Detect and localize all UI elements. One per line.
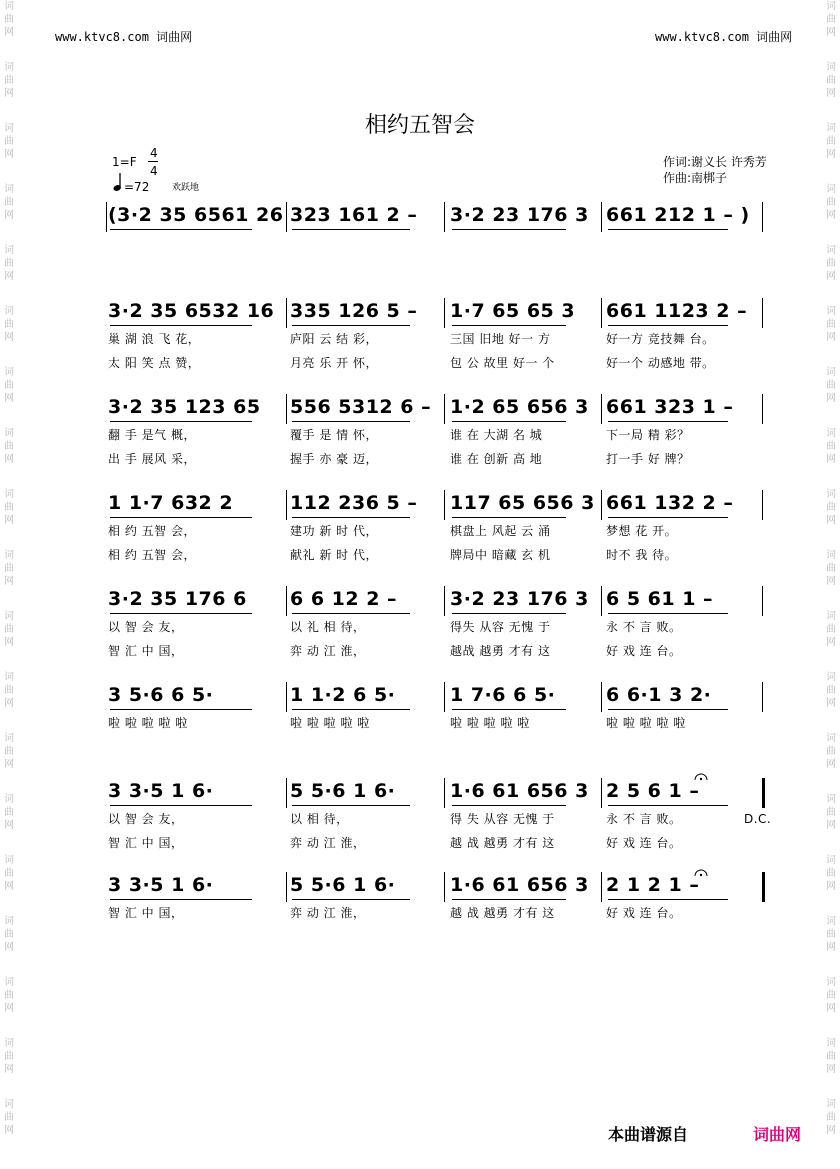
lyric-line: 三国 旧地 好一 方	[450, 332, 551, 346]
barline	[286, 872, 287, 902]
measure-notes: 661 1123 2 –	[606, 300, 748, 322]
measure-notes: 556 5312 6 –	[290, 396, 432, 418]
beam-line	[452, 613, 566, 614]
beam-line	[292, 421, 410, 422]
measure-notes: 1 1·7 632 2	[108, 492, 234, 514]
fermata-icon	[694, 766, 708, 785]
watermark-mark: 词 曲 网	[4, 1038, 14, 1075]
lyric-line: 出 手 展风 采，	[108, 452, 196, 466]
watermark-mark: 词 曲 网	[826, 184, 836, 221]
lyric-line: 好一方 竞技舞 台。	[606, 332, 715, 346]
beam-line	[608, 709, 728, 710]
song-title: 相约五智会	[364, 113, 475, 138]
beam-line	[292, 805, 410, 806]
watermark-mark: 词 曲 网	[4, 306, 14, 343]
da-capo-mark: D.C.	[744, 812, 772, 826]
measure-notes: 6 5 61 1 –	[606, 588, 714, 610]
beam-line	[292, 899, 410, 900]
watermark-mark: 词 曲 网	[4, 733, 14, 770]
measure-notes: 6 6·1 3 2·	[606, 684, 712, 706]
source-label: 本曲谱源自	[608, 1125, 689, 1144]
beam-line	[292, 709, 410, 710]
barline	[762, 586, 763, 616]
barline	[762, 394, 763, 424]
lyric-line: 谁 在 创新 高 地	[450, 452, 543, 466]
lyric-line: 啦 啦 啦 啦 啦	[606, 716, 686, 730]
measure-notes: 3 3·5 1 6·	[108, 780, 214, 802]
measure-notes: 661 212 1 – )	[606, 204, 750, 226]
watermark-mark: 词 曲 网	[826, 1099, 836, 1136]
barline	[762, 298, 763, 328]
measure-notes: 3 3·5 1 6·	[108, 874, 214, 896]
watermark-mark: 词 曲 网	[4, 62, 14, 99]
lyric-line: 巢 湖 浪 飞 花，	[108, 332, 201, 346]
measure-notes: 5 5·6 1 6·	[290, 874, 396, 896]
watermark-mark: 词 曲 网	[826, 672, 836, 709]
measure-notes: 3·2 35 123 65	[108, 396, 261, 418]
lyric-line: 棋盘上 风起 云 涌	[450, 524, 551, 538]
lyricist: 作词:谢义长 许秀芳	[663, 155, 767, 169]
beam-line	[608, 325, 728, 326]
lyric-line: 越 战 越勇 才有 这	[450, 836, 555, 850]
measure-notes: 1·6 61 656 3	[450, 780, 589, 802]
barline	[286, 778, 287, 808]
beam-line	[452, 421, 566, 422]
barline	[601, 586, 602, 616]
lyric-line: 梦想 花 开。	[606, 524, 678, 538]
beam-line	[608, 613, 728, 614]
lyric-line: 时不 我 待。	[606, 548, 678, 562]
beam-line	[608, 229, 728, 230]
watermark-mark: 词 曲 网	[826, 1038, 836, 1075]
watermark-mark: 词 曲 网	[4, 855, 14, 892]
lyric-line: 智 汇 中 国，	[108, 836, 184, 850]
lyric-line: 以 智 会 友，	[108, 812, 184, 826]
barline	[444, 682, 445, 712]
barline	[762, 202, 763, 232]
measure-notes: 3 5·6 6 5·	[108, 684, 214, 706]
beam-line	[110, 421, 252, 422]
lyric-line: 好 戏 连 台。	[606, 836, 682, 850]
time-signature-top: 4	[150, 146, 158, 160]
watermark-mark: 词 曲 网	[826, 306, 836, 343]
watermark-mark: 词 曲 网	[826, 428, 836, 465]
barline	[601, 872, 602, 902]
lyric-line: 啦 啦 啦 啦 啦	[290, 716, 370, 730]
lyric-line: 相 约 五智 会，	[108, 548, 196, 562]
beam-line	[452, 899, 566, 900]
beam-line	[110, 613, 252, 614]
barline	[286, 202, 287, 232]
watermark-mark: 词 曲 网	[826, 977, 836, 1014]
beam-line	[292, 613, 410, 614]
lyric-line: 越战 越勇 才有 这	[450, 644, 551, 658]
lyric-line: 以 礼 相 待，	[290, 620, 366, 634]
watermark-mark: 词 曲 网	[826, 245, 836, 282]
watermark-mark: 词 曲 网	[4, 611, 14, 648]
barline	[444, 778, 445, 808]
barline	[601, 490, 602, 520]
watermark-mark: 词 曲 网	[4, 977, 14, 1014]
lyric-line: 谁 在 大湖 名 城	[450, 428, 543, 442]
barline	[444, 490, 445, 520]
time-signature-bottom: 4	[150, 164, 158, 178]
beam-line	[608, 517, 728, 518]
beam-line	[452, 229, 566, 230]
measure-notes: 112 236 5 –	[290, 492, 418, 514]
lyric-line: 智 汇 中 国，	[108, 906, 184, 920]
watermark-mark: 词 曲 网	[4, 489, 14, 526]
barline	[762, 682, 763, 712]
barline	[444, 586, 445, 616]
lyric-line: 打一手 好 牌？	[606, 452, 690, 466]
lyric-line: 好 戏 连 台。	[606, 906, 682, 920]
left-watermark-strip	[2, 0, 16, 1169]
measure-notes: 6 6 12 2 –	[290, 588, 398, 610]
beam-line	[608, 899, 728, 900]
measure-notes: 1 7·6 6 5·	[450, 684, 556, 706]
beam-line	[110, 325, 252, 326]
lyric-line: 智 汇 中 国，	[108, 644, 184, 658]
lyric-line: 好一个 动感地 带。	[606, 356, 715, 370]
lyric-line: 月亮 乐 开 怀，	[290, 356, 378, 370]
lyric-line: 弈 动 江 淮，	[290, 644, 366, 658]
composer: 作曲:南梆子	[663, 171, 728, 185]
brand-link[interactable]: 词曲网	[753, 1125, 802, 1144]
watermark-mark: 词 曲 网	[826, 550, 836, 587]
lyric-line: 太 阳 笑 点 赞，	[108, 356, 201, 370]
lyric-line: 以 相 待，	[290, 812, 349, 826]
measure-notes: 1·2 65 656 3	[450, 396, 589, 418]
final-barline	[762, 872, 765, 902]
barline	[444, 298, 445, 328]
watermark-mark: 词 曲 网	[4, 672, 14, 709]
measure-notes: 5 5·6 1 6·	[290, 780, 396, 802]
watermark-mark: 词 曲 网	[826, 123, 836, 160]
beam-line	[292, 229, 410, 230]
watermark-mark: 词 曲 网	[826, 733, 836, 770]
quarter-note-icon	[113, 172, 123, 196]
lyric-line: 得 失 从容 无愧 于	[450, 812, 555, 826]
lyric-line: 建功 新 时 代，	[290, 524, 378, 538]
beam-line	[292, 325, 410, 326]
lyric-line: 握手 亦 豪 迈，	[290, 452, 378, 466]
beam-line	[452, 805, 566, 806]
barline	[601, 298, 602, 328]
watermark-mark: 词 曲 网	[826, 62, 836, 99]
measure-notes: 3·2 35 176 6	[108, 588, 247, 610]
barline	[286, 682, 287, 712]
opening-barline	[106, 202, 107, 232]
lyric-line: 啦 啦 啦 啦 啦	[108, 716, 188, 730]
beam-line	[608, 805, 728, 806]
lyric-line: 献礼 新 时 代，	[290, 548, 378, 562]
barline	[286, 394, 287, 424]
site-url-left[interactable]: www.ktvc8.com 词曲网	[55, 30, 193, 44]
watermark-mark: 词 曲 网	[4, 550, 14, 587]
lyric-line: 弈 动 江 淮，	[290, 906, 366, 920]
watermark-mark: 词 曲 网	[4, 1, 14, 38]
watermark-mark: 词 曲 网	[4, 184, 14, 221]
lyric-line: 包 公 故里 好一 个	[450, 356, 555, 370]
beam-line	[608, 421, 728, 422]
barline	[286, 490, 287, 520]
watermark-mark: 词 曲 网	[4, 916, 14, 953]
measure-notes: 2 5 6 1 –	[606, 780, 700, 802]
measure-notes: 1 1·2 6 5·	[290, 684, 396, 706]
measure-notes: 3·2 23 176 3	[450, 204, 589, 226]
measure-notes: 2 1 2 1 –	[606, 874, 700, 896]
lyric-line: 越 战 越勇 才有 这	[450, 906, 555, 920]
watermark-mark: 词 曲 网	[826, 794, 836, 831]
watermark-mark: 词 曲 网	[826, 855, 836, 892]
measure-notes: 117 65 656 3	[450, 492, 595, 514]
barline	[444, 394, 445, 424]
tempo-value: =72	[124, 180, 150, 194]
lyric-line: 弈 动 江 淮，	[290, 836, 366, 850]
beam-line	[452, 325, 566, 326]
watermark-mark: 词 曲 网	[4, 367, 14, 404]
barline	[444, 872, 445, 902]
time-signature-line	[148, 161, 158, 162]
barline	[601, 778, 602, 808]
final-barline	[762, 778, 765, 808]
barline	[601, 394, 602, 424]
measure-notes: (3·2 35 6561 26	[108, 204, 284, 226]
barline	[601, 202, 602, 232]
watermark-mark: 词 曲 网	[4, 123, 14, 160]
watermark-mark: 词 曲 网	[4, 1099, 14, 1136]
measure-notes: 335 126 5 –	[290, 300, 418, 322]
watermark-mark: 词 曲 网	[4, 428, 14, 465]
beam-line	[110, 517, 252, 518]
watermark-mark: 词 曲 网	[4, 794, 14, 831]
lyric-line: 相 约 五智 会，	[108, 524, 196, 538]
key-signature: 1=F	[112, 155, 137, 169]
lyric-line: 以 智 会 友，	[108, 620, 184, 634]
barline	[601, 682, 602, 712]
barline	[286, 298, 287, 328]
lyric-line: 啦 啦 啦 啦 啦	[450, 716, 530, 730]
watermark-mark: 词 曲 网	[826, 611, 836, 648]
barline	[286, 586, 287, 616]
lyric-line: 翻 手 是气 概，	[108, 428, 196, 442]
right-watermark-strip	[824, 0, 838, 1169]
lyric-line: 得失 从容 无愧 于	[450, 620, 551, 634]
watermark-mark: 词 曲 网	[826, 916, 836, 953]
tempo-mood: 欢跃地	[172, 183, 200, 193]
fermata-icon	[694, 862, 708, 881]
lyric-line: 牌局中 暗藏 玄 机	[450, 548, 551, 562]
barline	[444, 202, 445, 232]
measure-notes: 323 161 2 –	[290, 204, 418, 226]
measure-notes: 661 132 2 –	[606, 492, 734, 514]
lyric-line: 下一局 精 彩？	[606, 428, 690, 442]
watermark-mark: 词 曲 网	[826, 489, 836, 526]
measure-notes: 3·2 35 6532 16	[108, 300, 275, 322]
measure-notes: 3·2 23 176 3	[450, 588, 589, 610]
watermark-mark: 词 曲 网	[826, 367, 836, 404]
lyric-line: 庐阳 云 结 彩，	[290, 332, 378, 346]
lyric-line: 永 不 言 败。	[606, 620, 682, 634]
measure-notes: 1·6 61 656 3	[450, 874, 589, 896]
beam-line	[452, 709, 566, 710]
beam-line	[292, 517, 410, 518]
barline	[762, 490, 763, 520]
lyric-line: 永 不 言 败。	[606, 812, 682, 826]
watermark-mark: 词 曲 网	[826, 1, 836, 38]
lyric-line: 好 戏 连 台。	[606, 644, 682, 658]
beam-line	[452, 517, 566, 518]
beam-line	[110, 805, 252, 806]
site-url-right[interactable]: www.ktvc8.com 词曲网	[655, 30, 793, 44]
lyric-line: 覆手 是 情 怀，	[290, 428, 378, 442]
beam-line	[110, 229, 252, 230]
watermark-mark: 词 曲 网	[4, 245, 14, 282]
measure-notes: 661 323 1 –	[606, 396, 734, 418]
beam-line	[110, 899, 252, 900]
beam-line	[110, 709, 252, 710]
measure-notes: 1·7 65 65 3	[450, 300, 576, 322]
